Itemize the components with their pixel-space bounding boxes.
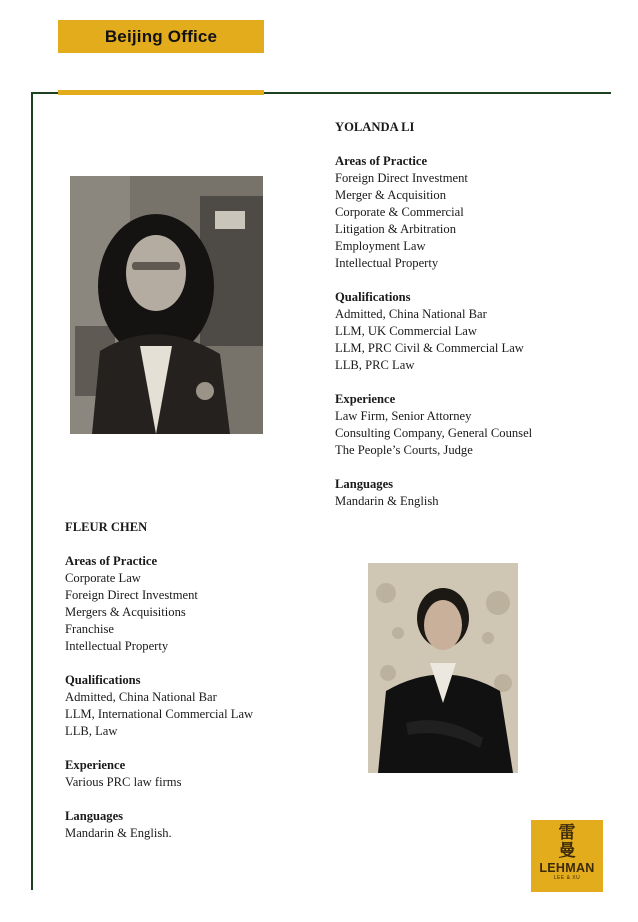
section-heading: Experience [335, 392, 396, 406]
left-margin-rule [31, 92, 33, 890]
list-item: LLM, PRC Civil & Commercial Law [335, 341, 524, 355]
portrait-photo-yolanda-li [70, 176, 263, 434]
list-item: Admitted, China National Bar [65, 690, 217, 704]
section-heading: Qualifications [335, 290, 411, 304]
profile-fleur-chen [65, 519, 345, 842]
list-item: Litigation & Arbitration [335, 222, 457, 236]
list-item: Law Firm, Senior Attorney [335, 409, 472, 423]
list-item: Merger & Acquisition [335, 188, 447, 202]
office-title: Beijing Office [104, 26, 218, 46]
section-languages [335, 476, 615, 510]
list-item: Franchise [65, 622, 114, 636]
section-heading: Languages [335, 477, 394, 491]
section-qualifications [65, 672, 345, 740]
list-item: Mandarin & English [335, 494, 439, 508]
list-item: Consulting Company, General Counsel [335, 426, 533, 440]
list-item: Employment Law [335, 239, 426, 253]
portrait-yolanda-image [70, 176, 263, 434]
section-areas-of-practice [65, 553, 345, 655]
portrait-fleur-image [368, 563, 518, 773]
section-languages [65, 808, 345, 842]
section-heading: Qualifications [65, 673, 141, 687]
list-item: LLB, PRC Law [335, 358, 415, 372]
list-item: Foreign Direct Investment [335, 171, 468, 185]
logo-brand: LEHMAN [539, 861, 595, 875]
list-item: LLB, Law [65, 724, 118, 738]
office-title-banner [58, 20, 264, 53]
list-item: Corporate Law [65, 571, 141, 585]
logo-sub: LEE & XU [553, 875, 581, 881]
profile-name: YOLANDA LI [335, 120, 415, 134]
list-item: Intellectual Property [65, 639, 169, 653]
section-experience [335, 391, 615, 459]
lehman-logo [531, 820, 603, 892]
portrait-photo-fleur-chen [368, 563, 518, 773]
logo-glyph-top: 雷 [558, 823, 576, 843]
section-experience [65, 757, 345, 791]
list-item: Mergers & Acquisitions [65, 605, 186, 619]
list-item: Corporate & Commercial [335, 205, 464, 219]
section-heading: Areas of Practice [65, 554, 158, 568]
profile-yolanda-li [335, 119, 615, 510]
list-item: LLM, International Commercial Law [65, 707, 254, 721]
list-item: Mandarin & English. [65, 826, 172, 840]
section-heading: Areas of Practice [335, 154, 428, 168]
list-item: LLM, UK Commercial Law [335, 324, 477, 338]
list-item: Various PRC law firms [65, 775, 182, 789]
list-item: Admitted, China National Bar [335, 307, 487, 321]
section-qualifications [335, 289, 615, 374]
logo-glyph-bottom: 曼 [558, 841, 576, 861]
section-heading: Languages [65, 809, 124, 823]
logo-chinese-glyphs [559, 824, 576, 860]
profile-name: FLEUR CHEN [65, 520, 148, 534]
section-areas-of-practice [335, 153, 615, 272]
section-heading: Experience [65, 758, 126, 772]
header-rule-accent [58, 90, 264, 95]
list-item: Intellectual Property [335, 256, 439, 270]
list-item: The People’s Courts, Judge [335, 443, 473, 457]
list-item: Foreign Direct Investment [65, 588, 198, 602]
